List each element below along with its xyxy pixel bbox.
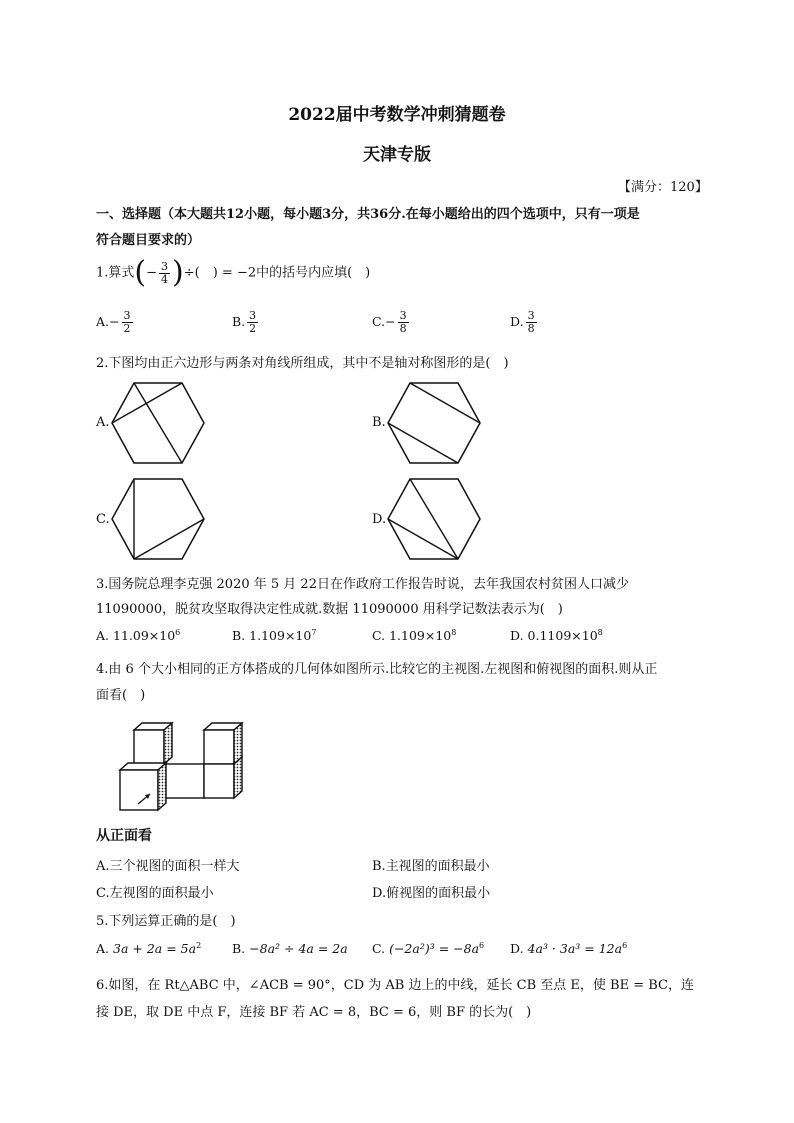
option-exponent: 2	[196, 941, 202, 950]
option-label: B.	[232, 941, 246, 956]
fraction-numerator: 3	[161, 259, 169, 273]
q1-minus: −	[146, 265, 158, 281]
q3-option-b[interactable]	[232, 628, 316, 643]
option-label: A.	[96, 314, 110, 329]
option-fraction	[526, 310, 537, 335]
option-expression: −8a² ÷ 4a = 2a	[249, 941, 348, 956]
q4-option-c[interactable]: C.左视图的面积最小	[96, 886, 214, 901]
fraction-numerator: 3	[249, 309, 257, 322]
section-heading-line1: 一、选择题（本大题共12小题，每小题3分，共36分.在每小题给出的四个选项中，只有一项是	[96, 207, 640, 222]
question-4-line2: 面看( )	[96, 688, 146, 703]
fraction-numerator: 3	[527, 309, 535, 322]
option-label: D.	[510, 314, 524, 329]
section-heading-line2: 符合题目要求的）	[96, 233, 201, 248]
q2-label-c[interactable]: C.	[96, 512, 110, 527]
q1-fraction	[159, 261, 170, 286]
option-label: B.	[232, 314, 246, 329]
question-3-line1: 3.国务院总理李克强 2020 年 5 月 22日在作政府工作报告时说，去年我国农村贫困人口减少	[96, 577, 629, 592]
option-label: B.	[232, 628, 246, 644]
option-fraction	[247, 310, 258, 335]
fraction-denominator: 2	[249, 322, 257, 335]
option-label: C.	[372, 628, 386, 644]
q2-label-d[interactable]: D.	[372, 512, 387, 527]
hexagon-figure-a[interactable]	[110, 382, 206, 464]
option-exponent: 7	[311, 628, 317, 637]
option-label: A.	[96, 941, 110, 957]
q2-label-a[interactable]: A.	[96, 415, 110, 430]
option-sign: −	[109, 314, 120, 329]
fraction-numerator: 3	[399, 309, 407, 322]
fraction-denominator: 2	[123, 322, 131, 335]
q1-option-a[interactable]	[96, 310, 135, 335]
right-paren: )	[172, 255, 184, 290]
q5-option-d[interactable]	[510, 941, 627, 956]
question-5-stem: 5.下列运算正确的是( )	[96, 914, 236, 929]
question-1-stem	[96, 255, 371, 290]
option-label: A.	[96, 628, 110, 644]
q5-option-c[interactable]	[372, 941, 484, 956]
option-label: C.	[372, 941, 386, 957]
page-title: 2022届中考数学冲刺猜题卷	[288, 105, 506, 125]
q3-option-c[interactable]	[372, 628, 456, 643]
option-exponent: 6	[479, 941, 485, 950]
q5-option-b[interactable]	[232, 941, 348, 956]
option-fraction	[398, 310, 409, 335]
option-value: 1.109×10	[389, 628, 452, 644]
q3-option-d[interactable]	[510, 628, 603, 643]
option-exponent: 8	[597, 628, 603, 637]
option-expression: 3a + 2a = 5a	[113, 941, 197, 957]
option-value: 1.109×10	[249, 628, 312, 644]
q1-option-d[interactable]	[510, 310, 539, 335]
fraction-denominator: 8	[527, 322, 535, 335]
question-2-stem: 2.下图均由正六边形与两条对角线所组成，其中不是轴对称图形的是( )	[96, 356, 509, 371]
q2-label-b[interactable]: B.	[372, 415, 386, 430]
option-value: 0.1109×10	[527, 628, 598, 644]
question-6-line1: 6.如图，在 Rt△ABC 中，∠ACB = 90°，CD 为 AB 边上的中线，延长 CB 至点 E，使 BE = BC，连	[96, 978, 694, 993]
q1-rest: ÷( ) = −2中的括号内应填( )	[183, 265, 371, 281]
question-4-line1: 4.由 6 个大小相同的正方体搭成的几何体如图所示.比较它的主视图.左视图和俯视图的面积.则从正	[96, 662, 658, 677]
question-6-line2: 接 DE，取 DE 中点 F，连接 BF 若 AC = 8，BC = 6，则 BF 的长为( )	[96, 1005, 532, 1020]
fraction-denominator: 4	[161, 272, 169, 286]
figure-caption: 从正面看	[96, 828, 152, 844]
q4-option-b[interactable]: B.主视图的面积最小	[372, 859, 490, 874]
option-exponent: 6	[622, 941, 628, 950]
fraction-numerator: 3	[123, 309, 131, 322]
q4-option-a[interactable]: A.三个视图的面积一样大	[96, 859, 240, 874]
option-label: C.	[372, 314, 386, 329]
q1-prefix: 1.算式	[96, 265, 135, 281]
q4-option-d[interactable]: D.俯视图的面积最小	[372, 886, 491, 901]
option-fraction	[122, 310, 133, 335]
hexagon-figure-c[interactable]	[110, 478, 206, 560]
q1-option-b[interactable]	[232, 310, 260, 335]
hexagon-figure-b[interactable]	[386, 382, 482, 464]
q5-option-a[interactable]	[96, 941, 201, 956]
hexagon-figure-d[interactable]	[386, 478, 482, 560]
cube-stack-figure	[110, 718, 260, 822]
q3-option-a[interactable]	[96, 628, 180, 643]
fraction-denominator: 8	[399, 322, 407, 335]
option-sign: −	[385, 314, 396, 329]
full-score: 【满分：120】	[618, 180, 708, 195]
page-subtitle: 天津专版	[363, 145, 431, 165]
q1-option-c[interactable]	[372, 310, 411, 335]
option-exponent: 8	[451, 628, 457, 637]
left-paren: (	[134, 255, 147, 290]
option-expression: 4a³ · 3a³ = 12a	[527, 941, 623, 957]
option-expression: (−2a²)³ = −8a	[389, 941, 480, 957]
option-value: 11.09×10	[113, 628, 176, 644]
option-label: D.	[510, 628, 524, 644]
question-3-line2: 11090000，脱贫攻坚取得决定性成就.数据 11090000 用科学记数法表示为( )	[96, 602, 563, 617]
option-exponent: 6	[175, 628, 181, 637]
option-label: D.	[510, 941, 524, 957]
